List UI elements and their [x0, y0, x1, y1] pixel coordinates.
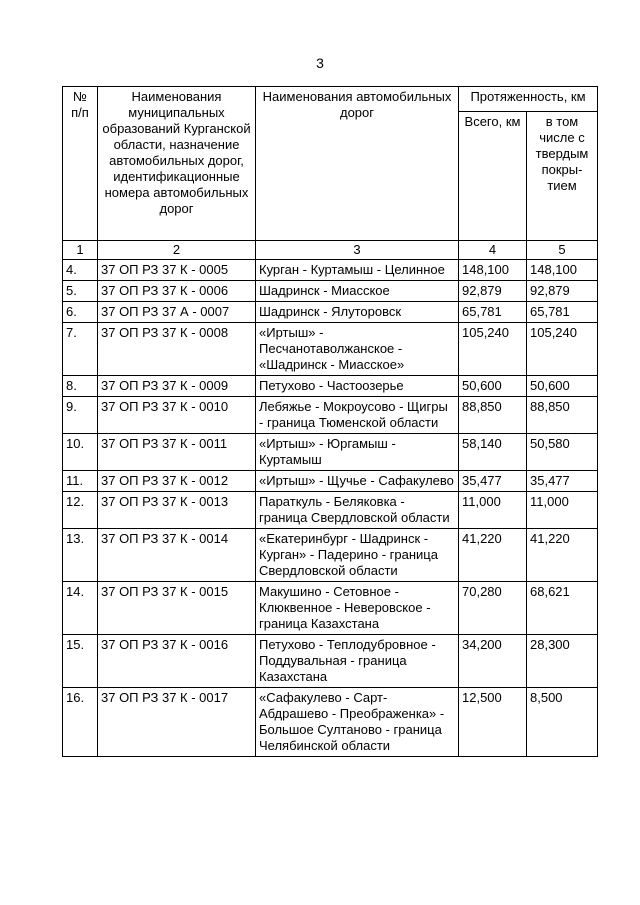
- road-id: 37 ОП РЗ 37 К - 0015: [98, 582, 256, 635]
- table-row: [63, 635, 598, 688]
- table-row: [63, 688, 598, 757]
- length-total: 50,600: [459, 376, 527, 397]
- table-row: [63, 376, 598, 397]
- length-total: 105,240: [459, 323, 527, 376]
- length-total: 65,781: [459, 302, 527, 323]
- length-paved: 105,240: [527, 323, 598, 376]
- road-id: 37 ОП РЗ 37 А - 0007: [98, 302, 256, 323]
- table-row: [63, 492, 598, 529]
- road-name: Параткуль - Беляковка - граница Свердловской области: [256, 492, 459, 529]
- road-id: 37 ОП РЗ 37 К - 0016: [98, 635, 256, 688]
- row-number: 8.: [63, 376, 98, 397]
- row-number: 16.: [63, 688, 98, 757]
- road-id: 37 ОП РЗ 37 К - 0006: [98, 281, 256, 302]
- row-number: 13.: [63, 529, 98, 582]
- row-number: 15.: [63, 635, 98, 688]
- length-total: 11,000: [459, 492, 527, 529]
- header-municipal: Наименования муниципальных образований Курганской области, назначение автомобильных дорог, идентификационные номера автомобильных дорог: [98, 87, 256, 241]
- column-number: 1: [63, 241, 98, 260]
- table-body: [63, 260, 598, 757]
- length-paved: 50,600: [527, 376, 598, 397]
- table-row: [63, 323, 598, 376]
- row-number: 11.: [63, 471, 98, 492]
- road-id: 37 ОП РЗ 37 К - 0010: [98, 397, 256, 434]
- header-paved: в том числе с твердым покры- тием: [527, 112, 598, 241]
- length-total: 70,280: [459, 582, 527, 635]
- road-id: 37 ОП РЗ 37 К - 0012: [98, 471, 256, 492]
- road-name: «Иртыш» - Песчанотаволжанское - «Шадринск - Миасское»: [256, 323, 459, 376]
- roads-table: [62, 86, 598, 757]
- header-num: № п/п: [63, 87, 98, 241]
- length-total: 92,879: [459, 281, 527, 302]
- road-name: Петухово - Частоозерье: [256, 376, 459, 397]
- row-number: 6.: [63, 302, 98, 323]
- road-name: «Иртыш» - Юргамыш - Куртамыш: [256, 434, 459, 471]
- table-row: [63, 302, 598, 323]
- road-name: Лебяжье - Мокроусово - Щигры - граница Тюменской области: [256, 397, 459, 434]
- road-name: «Сафакулево - Сарт-Абдрашево - Преображенка» - Большое Султаново - граница Челябинской области: [256, 688, 459, 757]
- road-id: 37 ОП РЗ 37 К - 0011: [98, 434, 256, 471]
- road-name: Макушино - Сетовное - Клюквенное - Неверовское - граница Казахстана: [256, 582, 459, 635]
- table-row: [63, 582, 598, 635]
- table-row: [63, 471, 598, 492]
- row-number: 10.: [63, 434, 98, 471]
- table-row: [63, 397, 598, 434]
- length-paved: 92,879: [527, 281, 598, 302]
- road-name: «Иртыш» - Щучье - Сафакулево: [256, 471, 459, 492]
- column-number: 3: [256, 241, 459, 260]
- road-id: 37 ОП РЗ 37 К - 0005: [98, 260, 256, 281]
- length-paved: 35,477: [527, 471, 598, 492]
- length-total: 148,100: [459, 260, 527, 281]
- length-total: 58,140: [459, 434, 527, 471]
- length-total: 88,850: [459, 397, 527, 434]
- length-paved: 68,621: [527, 582, 598, 635]
- table-row: [63, 260, 598, 281]
- road-name: Шадринск - Миасское: [256, 281, 459, 302]
- length-total: 34,200: [459, 635, 527, 688]
- road-id: 37 ОП РЗ 37 К - 0017: [98, 688, 256, 757]
- header-length: Протяженность, км: [459, 87, 598, 112]
- table-row: [63, 529, 598, 582]
- length-paved: 65,781: [527, 302, 598, 323]
- road-id: 37 ОП РЗ 37 К - 0009: [98, 376, 256, 397]
- header-total: Всего, км: [459, 112, 527, 241]
- road-id: 37 ОП РЗ 37 К - 0013: [98, 492, 256, 529]
- road-id: 37 ОП РЗ 37 К - 0014: [98, 529, 256, 582]
- row-number: 9.: [63, 397, 98, 434]
- length-paved: 41,220: [527, 529, 598, 582]
- row-number: 14.: [63, 582, 98, 635]
- length-paved: 50,580: [527, 434, 598, 471]
- length-total: 41,220: [459, 529, 527, 582]
- column-number: 4: [459, 241, 527, 260]
- row-number: 7.: [63, 323, 98, 376]
- road-id: 37 ОП РЗ 37 К - 0008: [98, 323, 256, 376]
- row-number: 4.: [63, 260, 98, 281]
- length-total: 35,477: [459, 471, 527, 492]
- row-number: 12.: [63, 492, 98, 529]
- length-paved: 28,300: [527, 635, 598, 688]
- road-name: Курган - Куртамыш - Целинное: [256, 260, 459, 281]
- road-name: «Екатеринбург - Шадринск - Курган» - Падерино - граница Свердловской области: [256, 529, 459, 582]
- header-road-names: Наименования автомобильных дорог: [256, 87, 459, 241]
- table-row: [63, 434, 598, 471]
- page-number: 3: [316, 55, 324, 71]
- length-paved: 148,100: [527, 260, 598, 281]
- length-paved: 8,500: [527, 688, 598, 757]
- length-total: 12,500: [459, 688, 527, 757]
- length-paved: 11,000: [527, 492, 598, 529]
- row-number: 5.: [63, 281, 98, 302]
- table-row: [63, 281, 598, 302]
- length-paved: 88,850: [527, 397, 598, 434]
- column-number: 5: [527, 241, 598, 260]
- road-name: Шадринск - Ялуторовск: [256, 302, 459, 323]
- column-number: 2: [98, 241, 256, 260]
- road-name: Петухово - Теплодубровное - Поддувальная - граница Казахстана: [256, 635, 459, 688]
